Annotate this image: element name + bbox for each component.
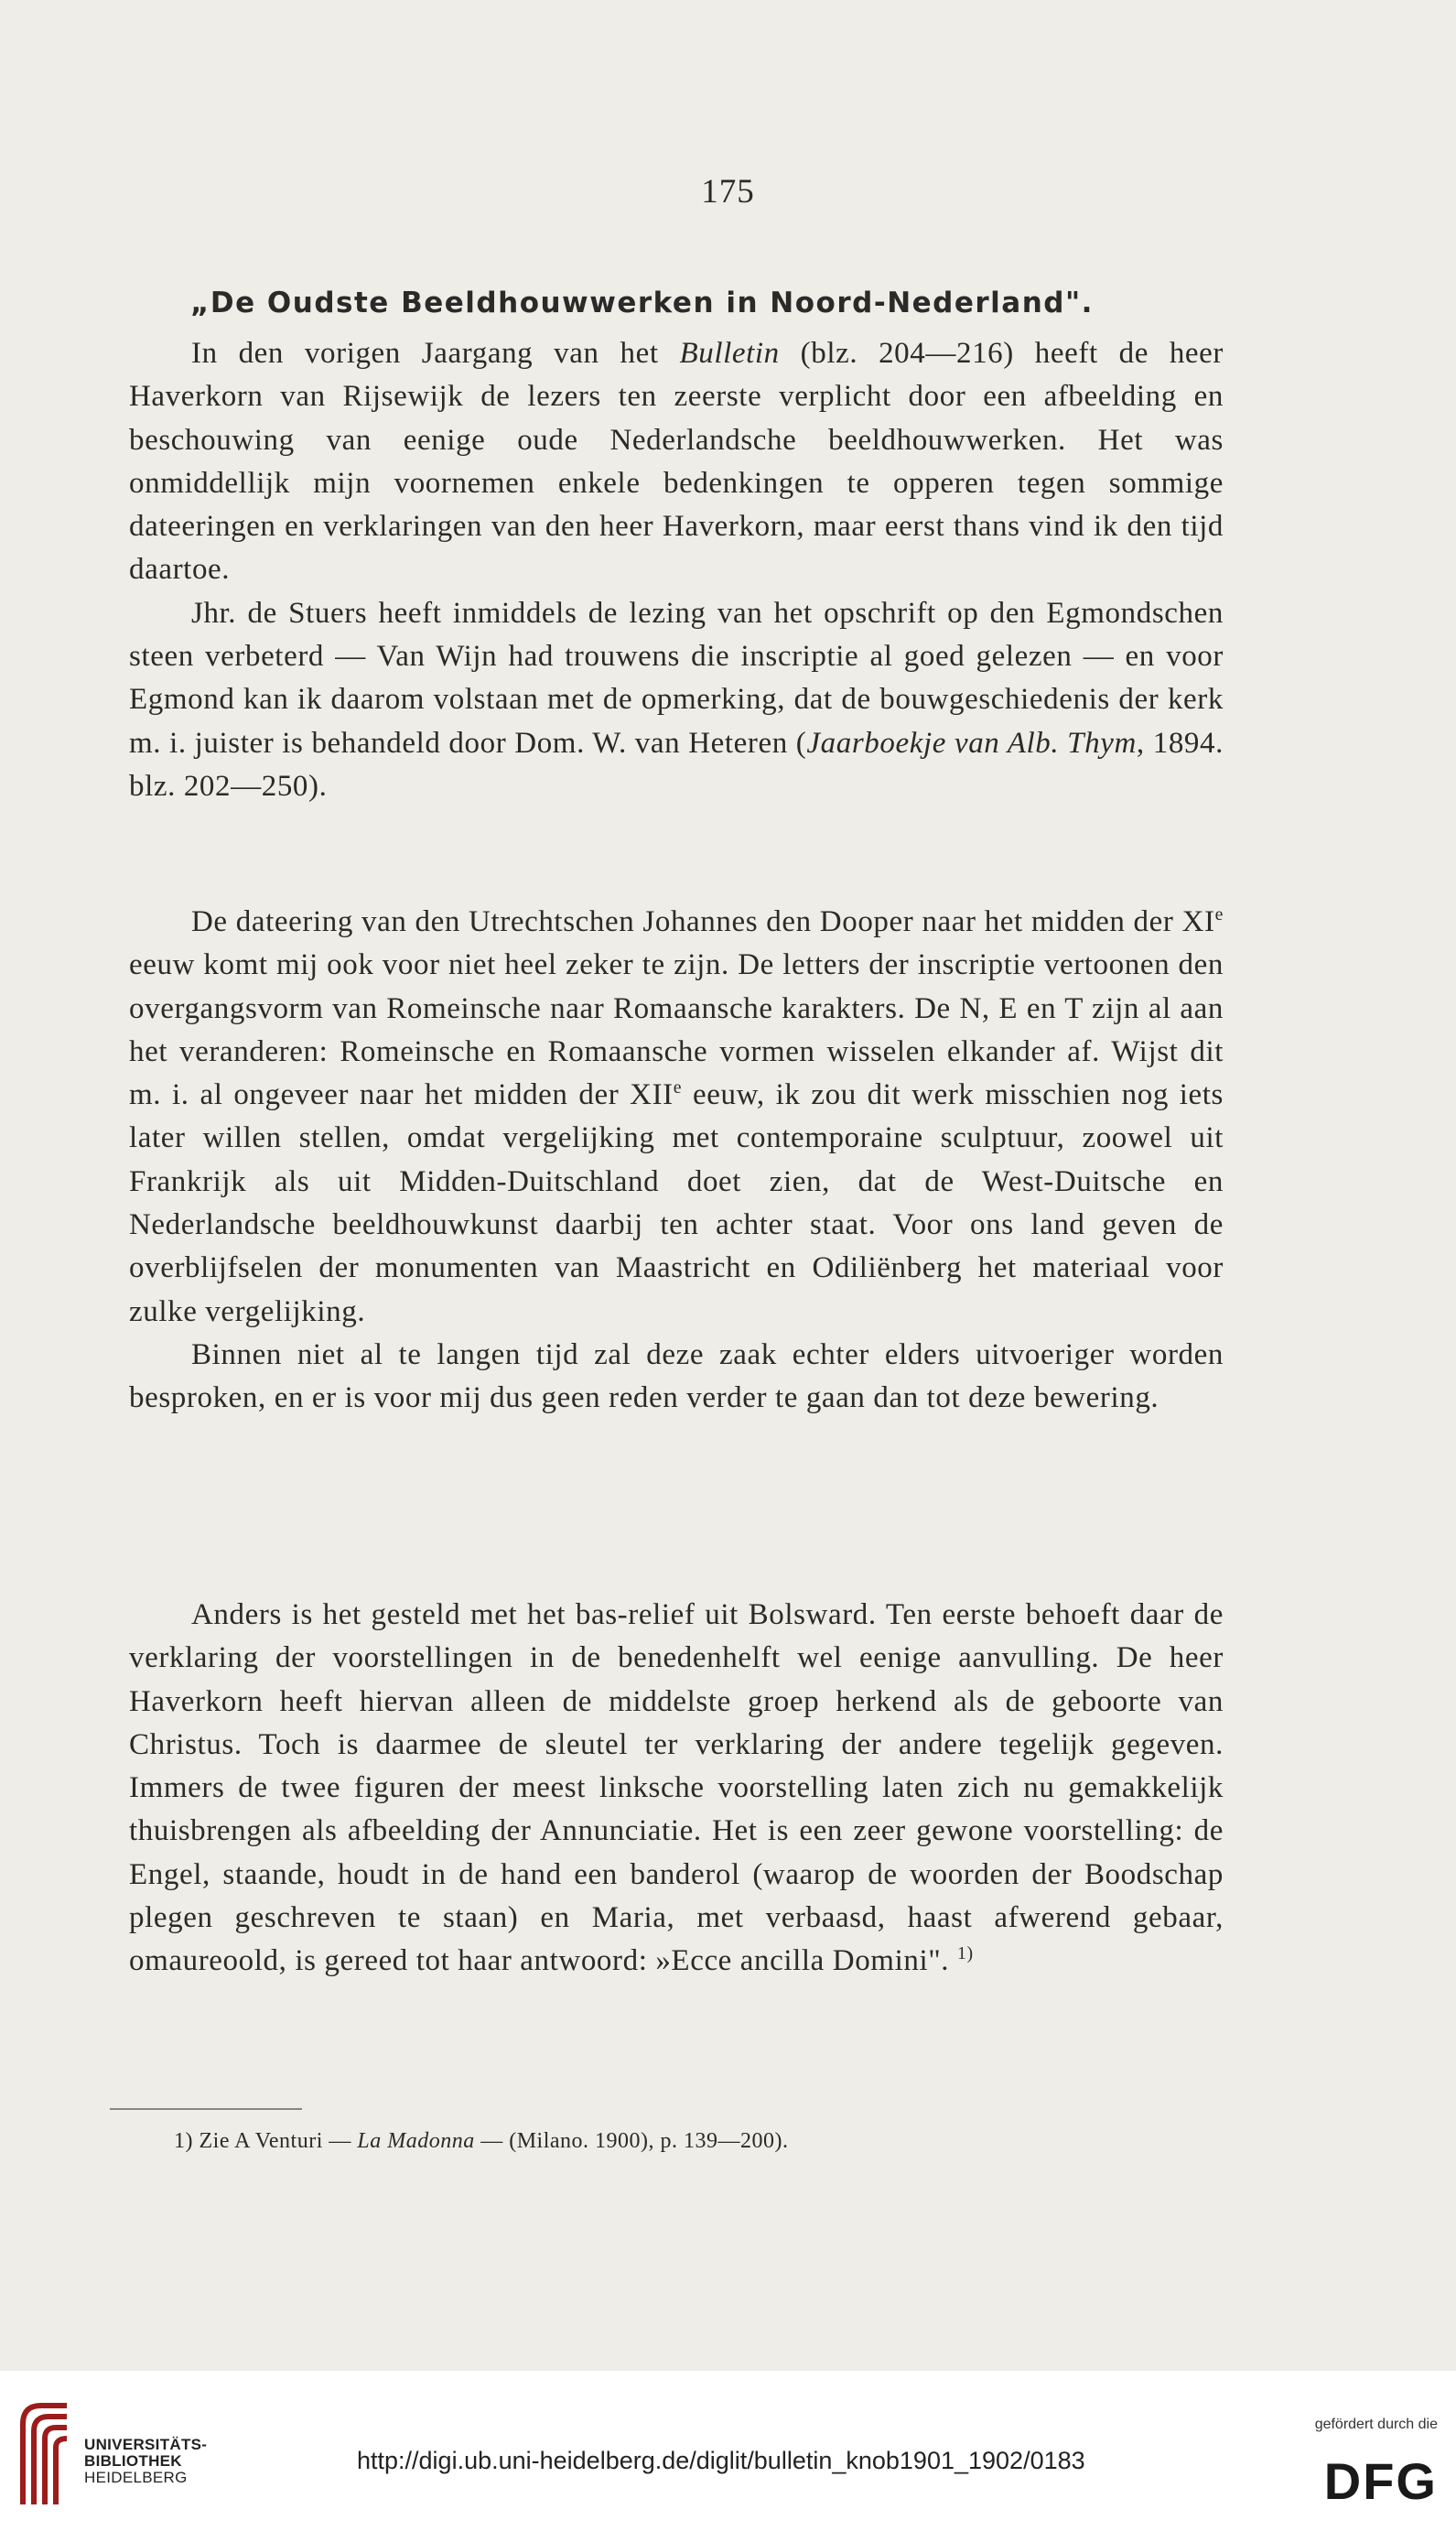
- digitization-footer: [0, 2371, 1456, 2531]
- page-number: 175: [701, 173, 755, 211]
- text-block-1: [129, 332, 1224, 808]
- text-run: 1) Zie A Venturi —: [174, 2129, 358, 2153]
- paragraph: [129, 1594, 1224, 1984]
- italic-jaarboekje: Jaarboekje van Alb. Thym: [806, 726, 1137, 760]
- permalink-url[interactable]: http://digi.ub.uni-heidelberg.de/diglit/bulletin_knob1901_1902/0183: [357, 2447, 1085, 2474]
- text-run: eeuw, ik zou dit werk misschien nog iets later willen stellen, omdat vergelijking met contemporaine sculptuur, zoowel uit Frankrijk als uit Midden-Duitschland doet zien, dat de West-Duitsche en Nederlandsche beeldhouwkunst daarbij ten achter staat. Voor ons land geven de overblijfselen der monumenten van Maastricht en Odiliënberg het materiaal voor zulke vergelijking.: [129, 1078, 1224, 1328]
- paragraph: [129, 901, 1224, 1334]
- funded-by-label: gefördert durch die: [1314, 2417, 1438, 2432]
- italic-bulletin: Bulletin: [679, 337, 780, 370]
- text-run: eeuw komt mij ook voor niet heel zeker te zijn. De letters der inscriptie vertoonen den overgangsvorm van Romeinsche naar Romaansche karakters. De N, E en T zijn al aan het veranderen: Romeinsche en Romaansche vormen wisselen elkander af. Wijst dit m. i. al ongeveer naar het midden der XII: [129, 948, 1224, 1112]
- superscript: e: [673, 1077, 683, 1098]
- text-run: (blz. 204—216) heeft de heer Haverkorn van Rijsewijk de lezers ten zeerste verplicht door een afbeelding en beschouwing van eenige oude Nederlandsche beeldhouwwerken. Het was onmiddellijk mijn voornemen enkele bedenkingen te opperen tegen sommige dateeringen en verklaringen van den heer Haverkorn, maar eerst thans vind ik den tijd daartoe.: [129, 337, 1224, 587]
- dfg-logo: DFG: [1323, 2452, 1438, 2510]
- university-logo-icon: [14, 2396, 76, 2506]
- article-heading: „De Oudste Beeldhouwwerken in Noord-Nederland".: [190, 287, 1094, 319]
- paragraph: Binnen niet al te langen tijd zal deze zaak echter elders uitvoeriger worden besproken, en er is voor mij dus geen reden verder te gaan dan tot deze bewering.: [129, 1337, 1224, 1415]
- italic-title: La Madonna: [357, 2129, 475, 2153]
- text-run: De dateering van den Utrechtschen Johannes den Dooper naar het midden der XI: [191, 905, 1215, 938]
- text-block-3: [129, 1594, 1224, 1984]
- university-name: [84, 2437, 207, 2486]
- footnote: [174, 2129, 1226, 2154]
- text-block-2: [129, 901, 1224, 1421]
- uni-line: HEIDELBERG: [84, 2469, 188, 2486]
- footnote-divider: [110, 2108, 302, 2110]
- superscript: e: [1214, 904, 1224, 925]
- text-run: , 1894. blz. 202—250).: [129, 726, 1224, 803]
- paragraph: [129, 332, 1224, 592]
- uni-line: BIBLIOTHEK: [84, 2452, 182, 2470]
- text-run: Jhr. de Stuers heeft inmiddels de lezing van het opschrift op den Egmondschen steen verbeterd — Van Wijn had trouwens die inscriptie al goed gelezen — en voor Egmond kan ik daarom volstaan met de opmerking, dat de bouwgeschiedenis der kerk m. i. juister is behandeld door Dom. W. van Heteren (: [129, 596, 1224, 760]
- footnote-reference: 1): [957, 1943, 974, 1964]
- text-run: Anders is het gesteld met het bas-relief uit Bolsward. Ten eerste behoeft daar de verklaring der voorstellingen in de benedenhelft wel eenige aanvulling. De heer Haverkorn heeft hiervan alleen de middelste groep herkend als de geboorte van Christus. Toch is daarmee de sleutel ter verklaring der andere tegelijk gegeven. Immers de twee figuren der meest linksche voorstelling laten zich nu gemakkelijk thuisbrengen als afbeelding der Annunciatie. Het is een zeer gewone voorstelling: de Engel, staande, houdt in de hand een banderol (waarop de woorden der Boodschap plegen geschreven te staan) en Maria, met verbaasd, haast afwerend gebaar, omaureoold, is gereed tot haar antwoord: »Ecce ancilla Domini".: [129, 1598, 1224, 1978]
- text-run: In den vorigen Jaargang van het: [191, 337, 680, 370]
- uni-line: UNIVERSITÄTS-: [84, 2436, 208, 2453]
- text-run: — (Milano. 1900), p. 139—200).: [474, 2129, 789, 2153]
- paragraph: [129, 592, 1224, 808]
